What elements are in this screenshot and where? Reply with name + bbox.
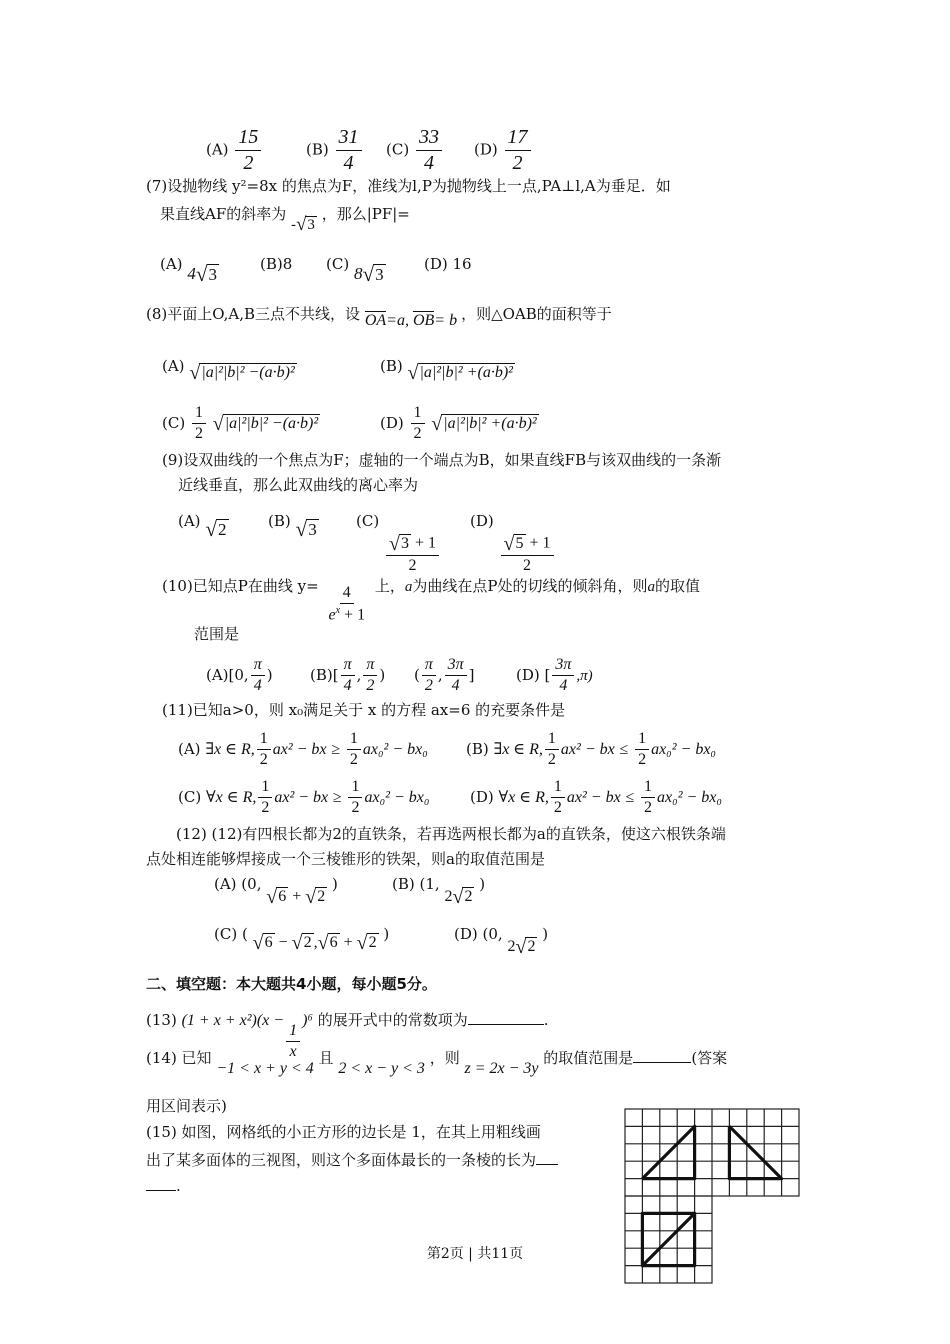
q8-option-d: (D) $\frac{1}{2}$ √ |a|²|b|² +(a·b)² bbox=[380, 404, 537, 443]
q15-line2: 出了某多面体的三视图，则这个多面体最长的一条棱的长为 bbox=[146, 1152, 558, 1169]
q12-options-cd bbox=[214, 926, 548, 957]
q8-line1: (8)平面上O,A,B三点不共线，设 OA=a, OB= b ，则△OAB的面积等于 bbox=[146, 305, 612, 329]
q10-option-b: (B)[ $\frac{\pi}{4}$ , $\frac{\pi}{2}$ ) bbox=[310, 656, 386, 695]
q7-slope-radical: √ 3 bbox=[296, 213, 315, 235]
q9-option-b-label: (B) bbox=[268, 512, 291, 530]
q7-slope-sign: - bbox=[291, 215, 297, 233]
q6-option-b-fraction: $\frac{31}{4}$ bbox=[336, 126, 362, 175]
q9-option-a-value: √ 2 bbox=[205, 517, 227, 541]
q7-line2: 果直线AF的斜率为 - √ 3 ，那么|PF|= bbox=[160, 205, 410, 235]
q6-options bbox=[206, 126, 533, 175]
page-footer: 第2页 | 共11页 bbox=[426, 1246, 524, 1262]
q10-curve-fraction: $\frac{4}{e^x + 1}$ bbox=[328, 584, 366, 624]
q11-line1: (11)已知a>0，则 x₀满足关于 x 的方程 ax=6 的充要条件是 bbox=[162, 701, 566, 719]
q6-option-a-label: (A) bbox=[206, 140, 229, 159]
q7-line1: (7)设抛物线 y²=8x 的焦点为F，准线为l,P为抛物线上一点,PA⊥l,A为垂足．如 bbox=[146, 177, 671, 195]
q12-option-d: (D) (0, 2 √ 2 ) bbox=[454, 925, 549, 959]
q11-option-d: (D) ∀x ∈ R, $\frac{1}{2}$ ax² − bx ≤ $\frac{1}{2}$ ax₀² − bx₀ bbox=[470, 778, 722, 817]
q8-vector-oa: OA bbox=[364, 312, 387, 329]
q12-options-ab bbox=[214, 876, 485, 907]
q9-option-b-value: √ 3 bbox=[295, 517, 317, 541]
q8-option-b: (B) √ |a|²|b|² +(a·b)² bbox=[380, 357, 513, 384]
q11-option-c: (C) ∀x ∈ R, $\frac{1}{2}$ ax² − bx ≥ $\frac{1}{2}$ ax₀² − bx₀ bbox=[178, 778, 430, 817]
q10-line1: (10)已知点P在曲线 y= $\frac{4}{e^x + 1}$ 上，a为曲线在点P处的切线的倾斜角，则a的取值 bbox=[162, 577, 700, 624]
q13-expression: (1 + x + x²)(x − $\frac{1}{x}$ )⁶ bbox=[181, 1012, 313, 1061]
q8-vector-ob: OB bbox=[412, 312, 435, 329]
q7-option-c-value: 8 √ 3 bbox=[353, 262, 384, 287]
q13-line: (13) (1 + x + x²)(x − $\frac{1}{x}$ )⁶ 的展开式中的常数项为 . bbox=[146, 1011, 549, 1061]
q10-option-a: (A)[0, $\frac{\pi}{4}$ ) bbox=[206, 656, 273, 695]
q12-option-b: (B) (1, 2 √ 2 ) bbox=[392, 875, 486, 909]
q6-option-b-label: (B) bbox=[306, 140, 329, 159]
q10-option-d: (D) [ $\frac{3\pi}{4}$ ,π) bbox=[516, 656, 593, 695]
grid-top bbox=[625, 1109, 799, 1196]
q7-option-a-value: 4 √ 3 bbox=[187, 262, 217, 287]
q9-line1: (9)设双曲线的一个焦点为F；虚轴的一个端点为B，如果直线FB与该双曲线的一条渐 bbox=[162, 451, 722, 469]
q14-answer-blank[interactable] bbox=[633, 1062, 691, 1063]
q14-line2: 用区间表示) bbox=[146, 1097, 227, 1115]
q9-line2: 近线垂直，那么此双曲线的离心率为 bbox=[178, 476, 419, 494]
q11-option-a: (A) ∃x ∈ R, $\frac{1}{2}$ ax² − bx ≥ $\frac{1}{2}$ ax₀² − bx₀ bbox=[178, 730, 428, 769]
q15-answer-blank-part2[interactable] bbox=[146, 1190, 176, 1191]
q6-option-d-label: (D) bbox=[474, 140, 498, 159]
q8-option-c: (C) $\frac{1}{2}$ √ |a|²|b|² −(a·b)² bbox=[162, 404, 319, 443]
q14-line1: (14) 已知 −1 < x + y < 4 且 2 < x − y < 3 ，则 z = 2x − 3y 的取值范围是 (答案 bbox=[146, 1049, 728, 1077]
q9-options bbox=[178, 513, 556, 576]
q8-option-a: (A) √ |a|²|b|² −(a·b)² bbox=[162, 357, 295, 384]
q7-options bbox=[160, 256, 472, 286]
q12-line1: (12) (12)有四根长都为2的直铁条，若再选两根长都为a的直铁条，使这六根铁条端 bbox=[176, 825, 726, 843]
q9-option-a-label: (A) bbox=[178, 512, 201, 530]
section-heading-fill-in: 二、填空题：本大题共4小题，每小题5分。 bbox=[146, 975, 437, 993]
q10-line2: 范围是 bbox=[194, 625, 240, 643]
q15-line1: (15) 如图，网格纸的小正方形的边长是 1，在其上用粗线画 bbox=[146, 1123, 541, 1141]
q12-option-c: (C) ( √ 6 − √ 2 , √ 6 + √ 2 ) bbox=[214, 925, 390, 955]
q7-option-d-label: (D) 16 bbox=[424, 255, 472, 273]
q9-option-c-value: √ 3 + 1 2 bbox=[386, 534, 439, 575]
q9-option-c-label: (C) bbox=[356, 512, 380, 530]
q10-options bbox=[206, 656, 593, 696]
q6-option-d-fraction: $\frac{17}{2}$ bbox=[505, 126, 531, 175]
q12-line2: 点处相连能够焊接成一个三棱锥形的铁架，则a的取值范围是 bbox=[146, 850, 545, 868]
q6-option-c-label: (C) bbox=[386, 140, 410, 159]
q9-option-d-label: (D) bbox=[470, 512, 494, 530]
q7-option-a-label: (A) bbox=[160, 255, 183, 273]
q15-answer-blank-part1[interactable] bbox=[536, 1164, 558, 1165]
q15-line3: . bbox=[146, 1178, 181, 1195]
front-view-outline bbox=[642, 1126, 694, 1178]
q7-option-c-label: (C) bbox=[326, 255, 350, 273]
q12-option-a: (A) (0, √ 6 + √ 2 ) bbox=[214, 875, 338, 909]
q11-option-b: (B) ∃x ∈ R, $\frac{1}{2}$ ax² − bx ≤ $\frac{1}{2}$ ax₀² − bx₀ bbox=[466, 730, 716, 769]
q6-option-a-fraction: $\frac{15}{2}$ bbox=[235, 126, 261, 175]
q10-option-c: ( $\frac{\pi}{2}$ , $\frac{3\pi}{4}$ ] bbox=[414, 656, 475, 695]
q7-option-b-label: (B)8 bbox=[260, 255, 293, 273]
q13-answer-blank[interactable] bbox=[468, 1024, 544, 1025]
q6-option-c-fraction: $\frac{33}{4}$ bbox=[416, 126, 442, 175]
q9-option-d-value: √ 5 + 1 2 bbox=[501, 534, 554, 575]
side-view-outline bbox=[729, 1126, 781, 1178]
